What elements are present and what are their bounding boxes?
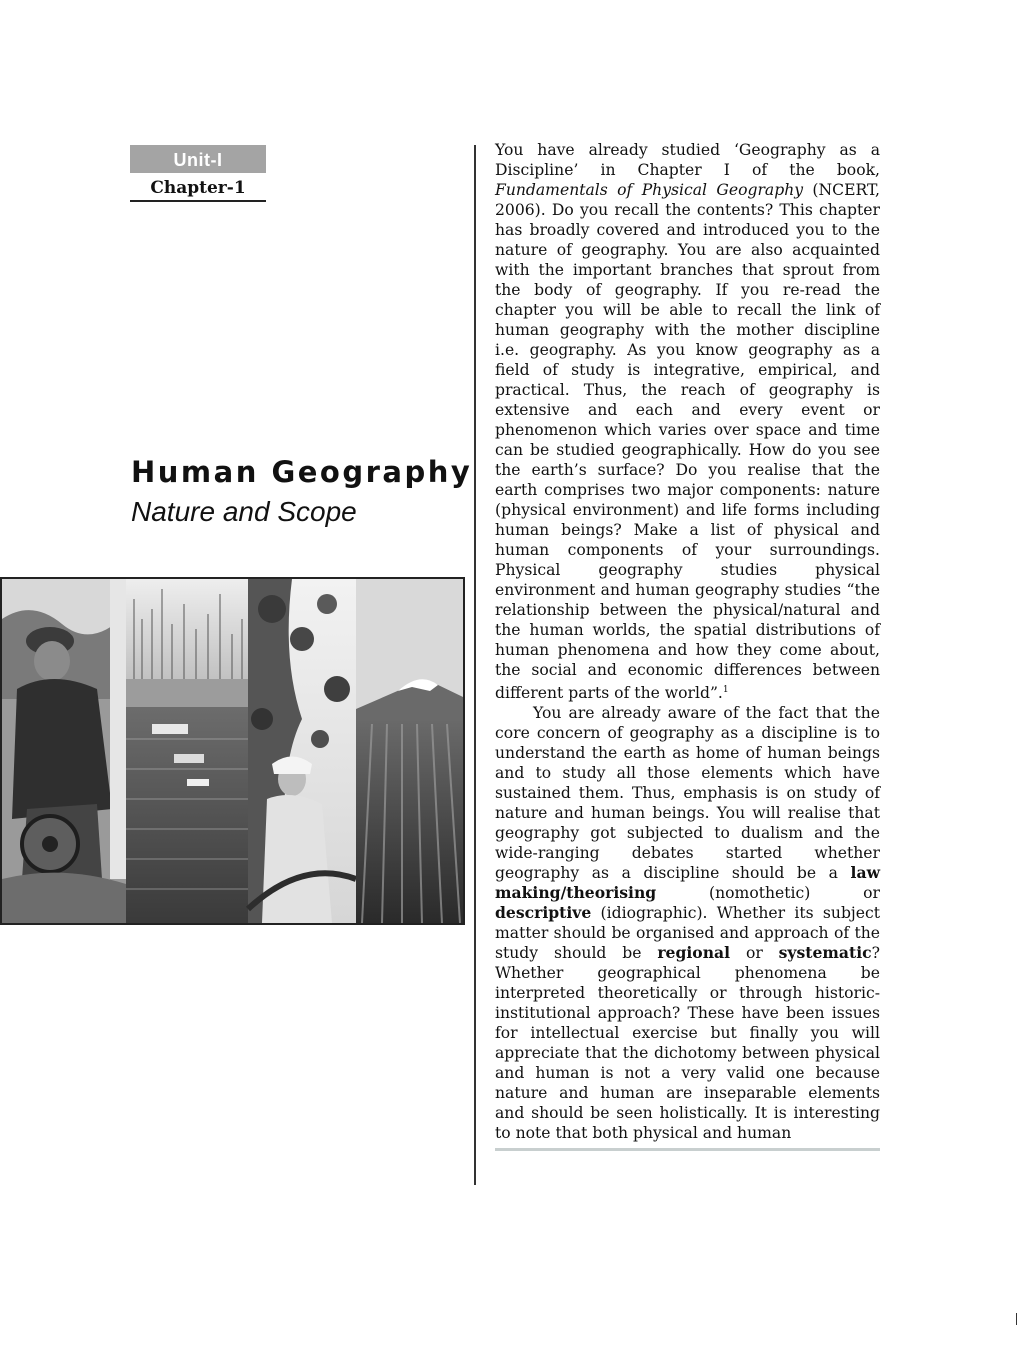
paragraph-1 <box>495 140 880 703</box>
term-law-making: law making/theorising <box>495 863 880 903</box>
book-title: Fundamentals of Physical Geography <box>495 181 804 199</box>
harbour-boats-photo <box>126 579 248 923</box>
term-descriptive: descriptive <box>495 903 592 923</box>
footnote-marker: 1 <box>722 685 729 695</box>
chapter-title: Human Geography <box>131 455 473 489</box>
man-cutting-tree-photo <box>2 579 126 923</box>
unit-label: Unit-I <box>130 145 266 173</box>
body-text-run: ? Whether geographical phenomena be interpreted theoretically or through historic-institutional approach? These have been issues for intellectual exercise but finally you will appreciate that the dichotomy between physical and human is not a very valid one because nature and human are inseparable elements and should be seen holistically. It is interesting to note that both physical and human <box>495 944 880 1143</box>
page-edge-mark <box>1016 1313 1017 1325</box>
body-text <box>495 140 880 1143</box>
body-text-run: (nomothetic) or <box>656 884 880 903</box>
bottom-rule <box>495 1148 880 1151</box>
body-text-run: (NCERT, 2006). Do you recall the contents? This chapter has broadly covered and introduced you to the nature of geography. You are also acquainted with the important branches that sprout from the body of geography. If you re-read the chapter you will be able to recall the link of human geography with the mother discipline i.e. geography. As you know geography as a field of study is integrative, empirical, and practical. Thus, the reach of geography is extensive and each and every event or phenomenon which varies over space and time can be studied geographically. How do you see the earth’s surface? Do you realise that the earth comprises two major components: nature (physical environment) and life forms including human beings? Make a list of physical and human components of your surroundings. Physical geography studies physical environment and human geography studies “the relationship between the physical/natural and the human worlds, the spatial distributions of human phenomena and how they come about, the social and economic differences between different parts of the world”. <box>495 181 881 703</box>
chapter-subtitle: Nature and Scope <box>131 496 357 527</box>
term-systematic: systematic <box>778 943 872 963</box>
term-regional: regional <box>657 943 731 963</box>
column-divider <box>474 145 476 1185</box>
photo-collage <box>0 577 465 925</box>
mountain-farm-field-photo <box>356 579 463 923</box>
chapter-label: Chapter-1 <box>130 176 266 202</box>
body-text-run: (idiographic). Whether its subject matter should be organised and approach of the study should be <box>495 904 880 963</box>
body-text-run: You have already studied ‘Geography as a Discipline’ in Chapter I of the book, <box>495 141 880 179</box>
body-text-run: or <box>730 944 779 963</box>
body-text-run: You are already aware of the fact that the core concern of geography as a discipline is to understand the earth as home of human beings and to study all those elements which have sustained them. Thus, emphasis is on study of nature and human beings. You will realise that geography got subjected to dualism and the wide-ranging debates started whether geography as a discipline should be a <box>495 704 880 883</box>
woman-with-fruit-tree-photo <box>248 579 356 923</box>
paragraph-2 <box>495 703 880 1143</box>
